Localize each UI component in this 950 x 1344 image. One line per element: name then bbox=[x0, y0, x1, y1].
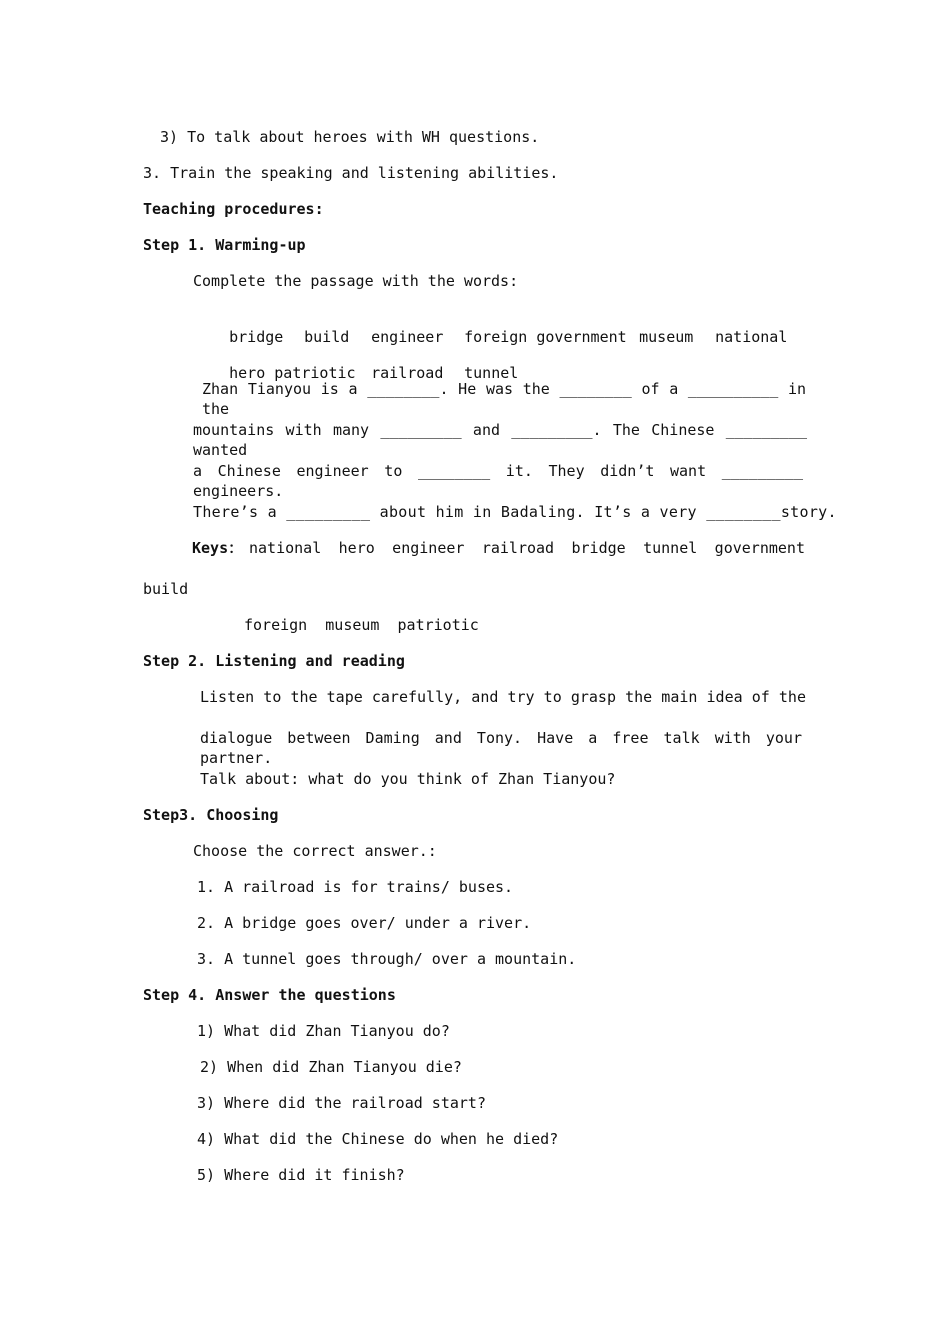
word-bank-word: national bbox=[715, 328, 788, 346]
word-bank-word: build bbox=[304, 328, 350, 346]
procedures-heading: Teaching procedures: bbox=[143, 200, 324, 218]
keys-line-1: national hero engineer railroad bridge tunnel government bbox=[249, 539, 805, 557]
word-bank-word: tunnel bbox=[464, 364, 519, 382]
word-bank-word: bridge bbox=[229, 328, 284, 346]
step2-heading: Step 2. Listening and reading bbox=[143, 652, 405, 670]
step3-item-1: 1. A railroad is for trains/ buses. bbox=[197, 878, 514, 896]
step2-line-2: dialogue between Daming and Tony. Have a free talk with your partner. bbox=[200, 729, 802, 767]
step1-instruction: Complete the passage with the words: bbox=[193, 272, 519, 290]
step2-line-1: Listen to the tape carefully, and try to grasp the main idea of the bbox=[200, 688, 806, 706]
step3-item-3: 3. A tunnel goes through/ over a mountain. bbox=[197, 950, 577, 968]
step4-question-3: 3) Where did the railroad start? bbox=[197, 1094, 486, 1112]
step3-instruction: Choose the correct answer.: bbox=[193, 842, 437, 860]
word-bank-word: foreign government bbox=[464, 328, 627, 346]
step4-question-2: 2) When did Zhan Tianyou die? bbox=[200, 1058, 462, 1076]
step2-line-3: Talk about: what do you think of Zhan Tianyou? bbox=[200, 770, 616, 788]
passage-line-1: Zhan Tianyou is a ________. He was the ________ of a __________ in the bbox=[202, 380, 806, 418]
word-bank-word: hero patriotic bbox=[229, 364, 356, 382]
step4-heading: Step 4. Answer the questions bbox=[143, 986, 396, 1004]
word-bank-word: railroad bbox=[371, 364, 444, 382]
step1-heading: Step 1. Warming-up bbox=[143, 236, 306, 254]
step4-question-4: 4) What did the Chinese do when he died? bbox=[197, 1130, 559, 1148]
word-bank-word: museum bbox=[639, 328, 694, 346]
passage-line-2: mountains with many _________ and _________. The Chinese _________ wanted bbox=[193, 421, 807, 459]
step4-question-5: 5) Where did it finish? bbox=[197, 1166, 405, 1184]
keys-line-3: foreign museum patriotic bbox=[244, 616, 479, 634]
keys-line-2: build bbox=[143, 580, 189, 598]
objective-item-3: 3) To talk about heroes with WH questions. bbox=[160, 128, 540, 146]
passage-line-4: There’s a _________ about him in Badaling. It’s a very ________story. bbox=[193, 503, 837, 521]
keys-label: Keys： bbox=[192, 539, 244, 557]
goal-item-3: 3. Train the speaking and listening abilities. bbox=[143, 164, 559, 182]
step4-question-1: 1) What did Zhan Tianyou do? bbox=[197, 1022, 450, 1040]
step3-item-2: 2. A bridge goes over/ under a river. bbox=[197, 914, 532, 932]
passage-line-3: a Chinese engineer to ________ it. They didn’t want _________ engineers. bbox=[193, 462, 803, 500]
word-bank-word: engineer bbox=[371, 328, 444, 346]
step3-heading: Step3. Choosing bbox=[143, 806, 279, 824]
